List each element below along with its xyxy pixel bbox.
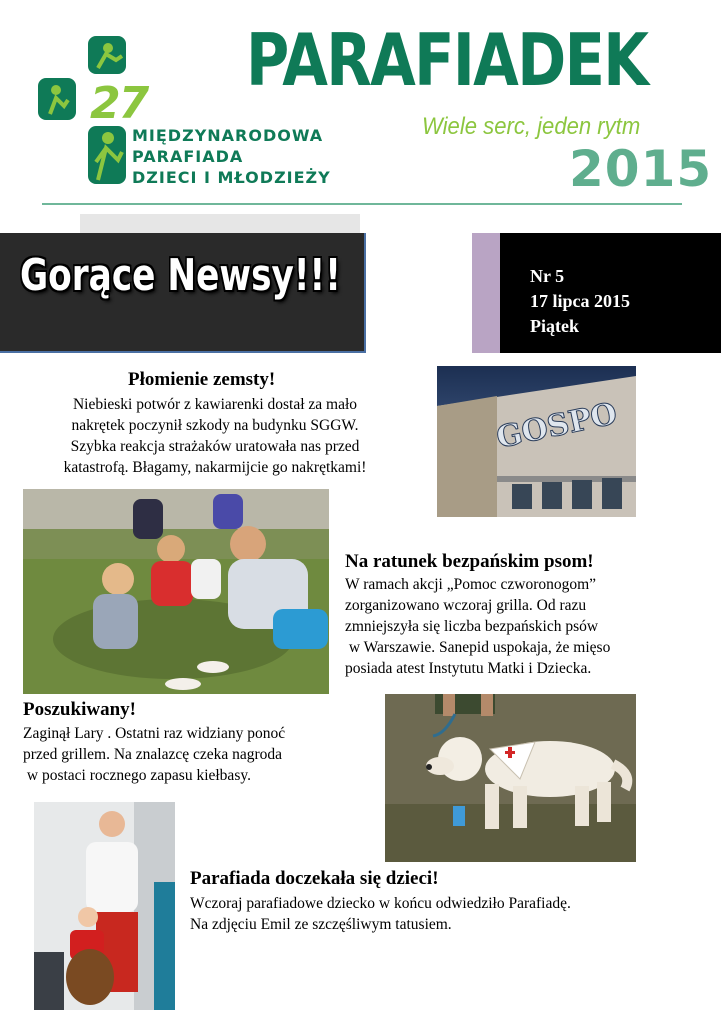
article-2-line: w Warszawie. Sanepid uspokaja, że mięso [345, 639, 611, 656]
article-2-body [345, 574, 610, 679]
article-4-line: Wczoraj parafiadowe dziecko w końcu odwiedziło Parafiadę. [190, 895, 571, 912]
logo-number: 27 [90, 78, 148, 129]
article-1-headline: Płomienie zemsty! [128, 369, 276, 390]
slogan: Wiele serc, jeden rytm [422, 113, 641, 140]
article-1-line: Niebieski potwór z kawiarenki dostał za mało [72, 396, 358, 413]
article-4-line: Na zdjęciu Emil ze szczęśliwym tatusiem. [190, 916, 452, 933]
newspaper-title: PARAFIADEK [246, 18, 648, 102]
logo-line-3: DZIECI I MŁODZIEŻY [132, 168, 331, 187]
article-3-headline: Poszukiwany! [23, 699, 136, 720]
article-4-body [190, 893, 571, 935]
article-4-headline: Parafiada doczekała się dzieci! [190, 868, 439, 889]
year: 2015 [569, 140, 713, 198]
article-1-line: Szybka reakcja strażaków uratowała nas przed [70, 438, 360, 455]
article-3-line: Zaginął Lary . Ostatni raz widziany ponoć [23, 725, 286, 742]
father-child-photo [34, 802, 175, 1010]
article-2-line: posiada atest Instytutu Matki i Dziecka. [345, 660, 592, 677]
article-3-line: przed grillem. Na znalazcę czeka nagroda [23, 746, 283, 763]
banner-shadow [80, 214, 360, 234]
logo-line-1: MIĘDZYNARODOWA [132, 126, 324, 145]
article-1-line: nakrętek poczynił szkody na budynku SGGW. [71, 417, 359, 434]
article-2-line: zorganizowano wczoraj grilla. Od razu [345, 597, 587, 614]
issue-weekday: Piątek [530, 316, 579, 336]
article-1-body [0, 394, 430, 478]
article-3-line: w postaci rocznego zapasu kiełbasy. [23, 767, 251, 784]
building-sign: GOSPO [493, 396, 621, 456]
logo-line-2: PARAFIADA [132, 147, 244, 166]
issue-date: 17 lipca 2015 [530, 291, 631, 311]
header-divider [42, 203, 682, 205]
article-2-line: W ramach akcji „Pomoc czworonogom” [345, 576, 597, 593]
article-2-line: zmniejszyła się liczba bezpańskich psów [345, 618, 599, 635]
article-2-headline: Na ratunek bezpańskim psom! [345, 551, 594, 572]
building-photo [437, 366, 636, 517]
section-title: Gorące Newsy!!! [20, 250, 341, 301]
article-1-line: katastrofą. Błagamy, nakarmijcie go nakrętkami! [63, 459, 367, 476]
grill-kids-photo [23, 489, 329, 694]
dog-photo [385, 694, 636, 862]
issue-number: Nr 5 [530, 266, 565, 286]
article-3-body [23, 723, 285, 786]
issue-accent-bar [472, 233, 500, 353]
